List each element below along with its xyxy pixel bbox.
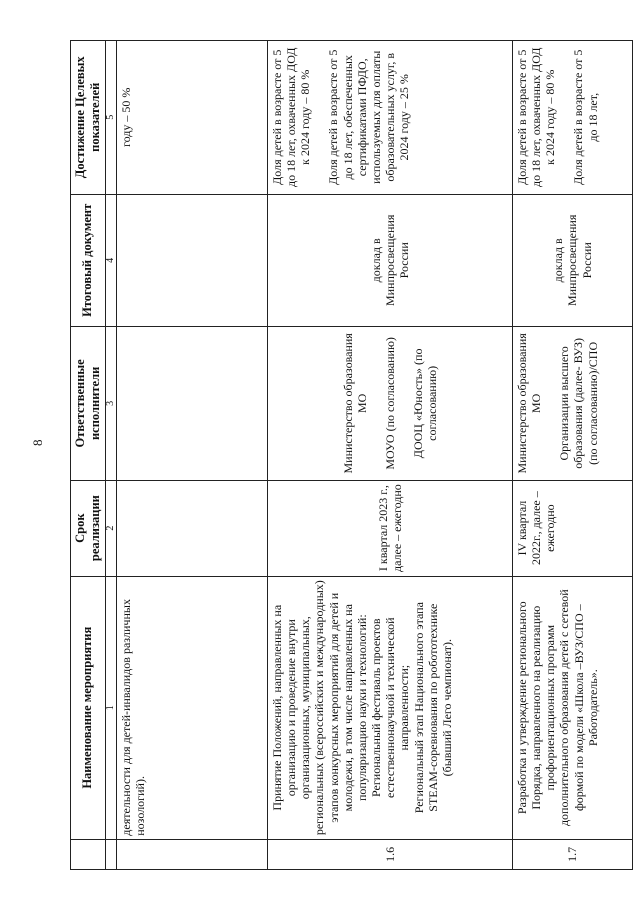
- column-number-4: 4: [105, 194, 117, 327]
- name-paragraph-3: Региональный этап Национального этапа STEAM-соревнования по робототехнике (бывший Лего чемпионат).: [411, 602, 454, 814]
- cell-document: доклад в Минпросвещения России: [513, 194, 633, 327]
- cell-number: 1.6: [268, 839, 513, 869]
- column-number-3: 3: [105, 327, 117, 480]
- cell-result: [513, 41, 633, 195]
- table-row-1-7: [513, 41, 633, 870]
- header-executors: Ответственные исполнители: [71, 327, 106, 480]
- header-document: Итоговый документ: [71, 194, 106, 327]
- column-number-row: [105, 41, 117, 870]
- cell-executors: [117, 327, 268, 480]
- header-name: Наименование мероприятия: [71, 576, 106, 839]
- cell-name: Разработка и утверждение регионального Порядка, направленного на реализацию профориентационных программ дополнительного образования детей с сетевой формой по модели «Школа –ВУЗ/СПО – Работодатель».: [513, 576, 633, 839]
- executor-2: МОУО (по согласованию): [382, 337, 397, 470]
- cell-executors: [513, 327, 633, 480]
- cell-number: 1.7: [513, 839, 633, 869]
- cell-name: деятельности для детей-инвалидов различных нозологий).: [117, 576, 268, 839]
- header-result: Достижение Целевых показателей: [71, 41, 106, 195]
- executor-3: ДООЦ «Юность» (по согласованию): [411, 348, 440, 459]
- cell-name: [268, 576, 513, 839]
- column-number-blank: [105, 839, 117, 869]
- result-1: Доля детей в возрасте от 5 до 18 лет, охваченных ДОД к 2024 году – 80 %: [270, 47, 313, 188]
- result-1: Доля детей в возрасте от 5 до 18 лет, охваченных ДОД к 2024 году – 80 %: [515, 47, 558, 188]
- header-number: [71, 839, 106, 869]
- cell-term: I квартал 2023 г., далее – ежегодно: [268, 480, 513, 576]
- column-number-2: 2: [105, 480, 117, 576]
- header-term: Срок реализации: [71, 480, 106, 576]
- result-2: Доля детей в возрасте от 5 до 18 лет, обеспеченных сертификатами ПФДО, используемых для оплаты образовательных услуг, в 2024 году – 25 %: [326, 49, 412, 185]
- executor-2: Организации высшего образования (далее- ВУЗ) (по согласованию)/СПО: [557, 337, 600, 469]
- cell-executors: [268, 327, 513, 480]
- table-row-1-6: [268, 41, 513, 870]
- cell-term: [117, 480, 268, 576]
- measures-table: [70, 40, 633, 870]
- executor-1: Министерство образования МО: [340, 333, 369, 474]
- executor-1: Министерство образования МО: [515, 333, 544, 474]
- result-2: Доля детей в возрасте от 5 до 18 лет,: [571, 49, 600, 185]
- cell-document: доклад в Минпросвещения России: [268, 194, 513, 327]
- cell-number: [117, 839, 268, 869]
- column-number-5: 5: [105, 41, 117, 195]
- table-header-row: [71, 41, 106, 870]
- cell-term: IV квартал 2022г., далее – ежегодно: [513, 480, 633, 576]
- table-row-continuation: [117, 41, 268, 870]
- column-number-1: 1: [105, 576, 117, 839]
- cell-result: году – 50 %: [117, 41, 268, 195]
- cell-document: [117, 194, 268, 327]
- name-paragraph-1: Принятие Положений, направленных на организацию и проведение внутри организационных, муниципальных, региональных (всероссийских и международных) этапов конкурсных мероприятий для детей и молодежи, в том числе направленных на популяризацию науки и технологий:: [270, 580, 369, 836]
- rotated-page: [70, 40, 600, 870]
- cell-result: [268, 41, 513, 195]
- page-number: 8: [30, 439, 45, 446]
- name-paragraph-2: Региональный фестиваль проектов естественнонаучной и технической направленности;: [369, 617, 412, 798]
